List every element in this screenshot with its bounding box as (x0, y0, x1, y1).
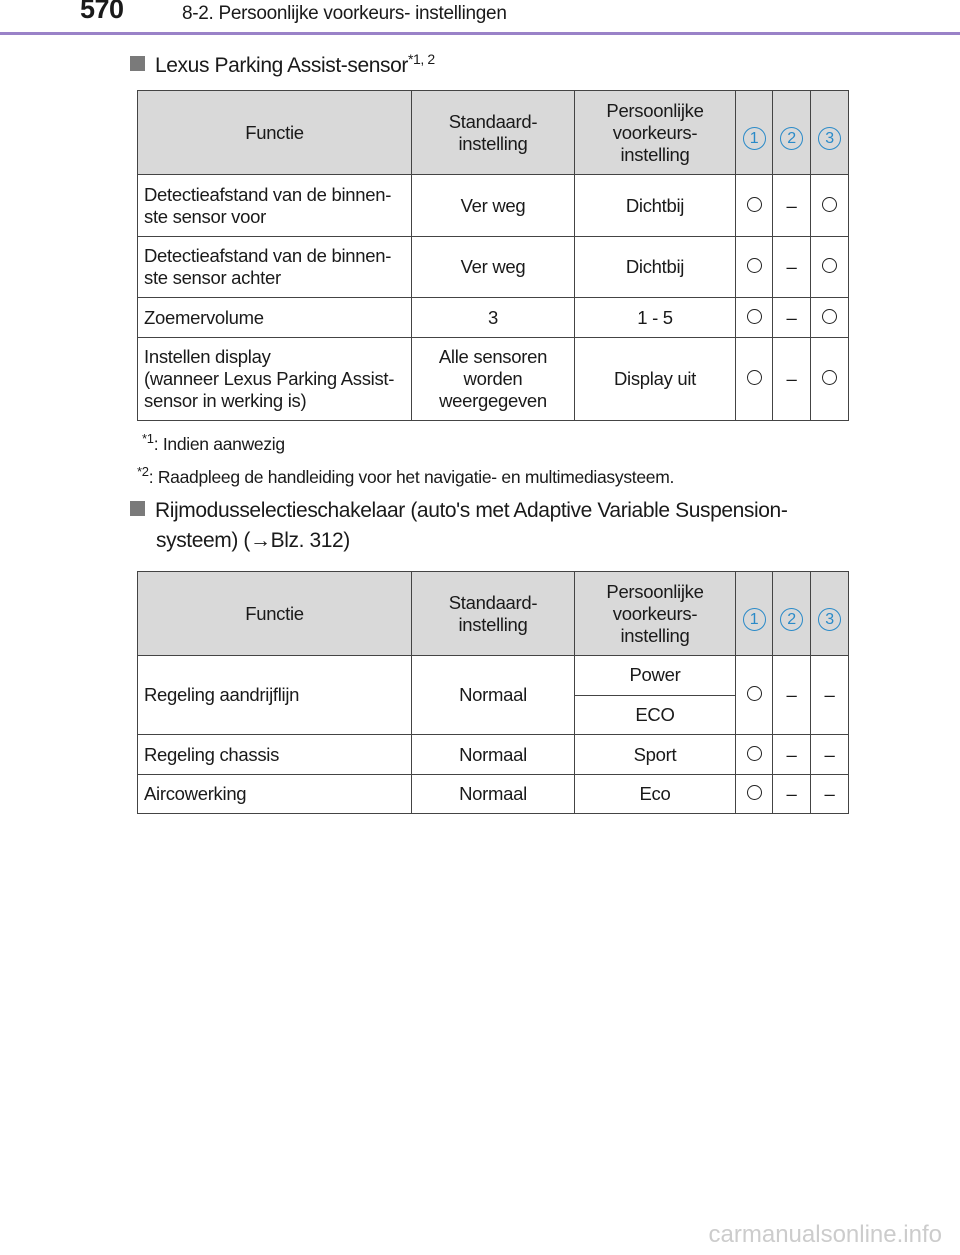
table-header-row (138, 572, 849, 656)
method-2-cell (773, 338, 811, 421)
unavailable-dash: – (786, 783, 797, 804)
header-method-3 (811, 91, 849, 175)
watermark: carmanualsonline.info (708, 1221, 942, 1248)
method-3-cell (811, 338, 849, 421)
table-row (138, 175, 849, 237)
function-cell: Zoemervolume (138, 298, 412, 338)
method-3-cell (811, 656, 849, 735)
method-1-cell (736, 656, 773, 735)
table-row (138, 338, 849, 421)
unavailable-dash: – (824, 684, 835, 705)
settings-table-parking-assist (137, 90, 849, 421)
default-value-cell: Normaal (412, 735, 575, 775)
personal-value-cell: Sport (575, 735, 736, 775)
personal-value-cell: 1 - 5 (575, 298, 736, 338)
unavailable-dash: – (786, 306, 797, 328)
method-3-cell (811, 298, 849, 338)
method-1-cell (736, 338, 773, 421)
function-cell: Regeling chassis (138, 735, 412, 775)
personal-value-cell: Power (575, 656, 736, 696)
unavailable-dash: – (824, 743, 835, 765)
table-row (138, 656, 849, 696)
available-circle-icon (747, 686, 762, 701)
method-3-cell (811, 735, 849, 775)
available-circle-icon (747, 785, 762, 800)
function-cell: Instellen display (wanneer Lexus Parking Assist- sensor in werking is) (138, 338, 412, 421)
method-2-cell (773, 735, 811, 775)
circled-number-2-icon: 2 (780, 127, 803, 150)
default-value-cell: 3 (412, 298, 575, 338)
bullet-square-icon (130, 501, 145, 516)
circled-number-3-icon: 3 (818, 608, 841, 631)
default-value-cell: Normaal (412, 656, 575, 735)
unavailable-dash: – (786, 194, 797, 216)
method-3-cell (811, 175, 849, 237)
settings-table-drive-mode (137, 571, 849, 814)
section-title: Lexus Parking Assist-sensor (155, 54, 408, 77)
method-1-cell (736, 175, 773, 237)
footnote-1: $^{*1}$: Indien aanwezig (142, 431, 285, 454)
method-1-cell (736, 298, 773, 338)
method-1-cell (736, 735, 773, 775)
personal-value-cell: Dichtbij (575, 237, 736, 298)
footnote-2: $^{*2}$: Raadpleeg de handleiding voor het navigatie- en multimediasysteem. (137, 464, 675, 487)
method-2-cell (773, 237, 811, 298)
personal-value-cell: ECO (575, 695, 736, 735)
available-circle-icon (822, 370, 837, 385)
unavailable-dash: – (786, 743, 797, 765)
table-row (138, 775, 849, 814)
default-value-cell: Normaal (412, 775, 575, 814)
header-method-1 (736, 91, 773, 175)
default-value-cell: Ver weg (412, 175, 575, 237)
available-circle-icon (747, 370, 762, 385)
method-2-cell (773, 775, 811, 814)
personal-value-cell: Dichtbij (575, 175, 736, 237)
header-method-3 (811, 572, 849, 656)
default-value-cell: Alle sensoren worden weergegeven (412, 338, 575, 421)
function-cell: Detectieafstand van de binnen- ste sensor voor (138, 175, 412, 237)
unavailable-dash: – (786, 368, 797, 389)
available-circle-icon (822, 309, 837, 324)
method-2-cell (773, 298, 811, 338)
header-personal: Persoonlijke voorkeurs- instelling (575, 572, 736, 656)
footnote-ref: *1, 2 (407, 51, 435, 67)
header-default: Standaard- instelling (412, 91, 575, 175)
method-1-cell (736, 775, 773, 814)
available-circle-icon (747, 309, 762, 324)
available-circle-icon (747, 746, 762, 761)
method-1-cell (736, 237, 773, 298)
table-row (138, 298, 849, 338)
section-heading-drive-mode: Rijmodusselectieschakelaar (auto's met Adaptive Variable Suspension- systeem) (→Blz. 312) (130, 496, 787, 556)
table-row (138, 735, 849, 775)
unavailable-dash: – (824, 783, 835, 804)
method-2-cell (773, 175, 811, 237)
default-value-cell: Ver weg (412, 237, 575, 298)
available-circle-icon (822, 258, 837, 273)
circled-number-1-icon: 1 (743, 127, 766, 150)
header-divider (0, 32, 960, 35)
section-heading-parking-assist (130, 44, 435, 81)
page-number: 570 (80, 0, 124, 24)
method-2-cell (773, 656, 811, 735)
header-function: Functie (138, 572, 412, 656)
header-default: Standaard- instelling (412, 572, 575, 656)
available-circle-icon (747, 197, 762, 212)
unavailable-dash: – (786, 256, 797, 277)
method-3-cell (811, 775, 849, 814)
circled-number-2-icon: 2 (780, 608, 803, 631)
unavailable-dash: – (786, 684, 797, 705)
function-cell: Detectieafstand van de binnen- ste sensor achter (138, 237, 412, 298)
function-cell: Aircowerking (138, 775, 412, 814)
header-method-2 (773, 572, 811, 656)
function-cell: Regeling aandrijflijn (138, 656, 412, 735)
personal-value-cell: Display uit (575, 338, 736, 421)
header-method-2 (773, 91, 811, 175)
available-circle-icon (822, 197, 837, 212)
circled-number-1-icon: 1 (743, 608, 766, 631)
table-header-row (138, 91, 849, 175)
circled-number-3-icon: 3 (818, 127, 841, 150)
bullet-square-icon (130, 56, 145, 71)
header-method-1 (736, 572, 773, 656)
table-row (138, 237, 849, 298)
chapter-title: 8-2. Persoonlijke voorkeurs- instellingen (182, 3, 507, 24)
header-personal: Persoonlijke voorkeurs- instelling (575, 91, 736, 175)
personal-value-cell: Eco (575, 775, 736, 814)
header-function: Functie (138, 91, 412, 175)
method-3-cell (811, 237, 849, 298)
available-circle-icon (747, 258, 762, 273)
